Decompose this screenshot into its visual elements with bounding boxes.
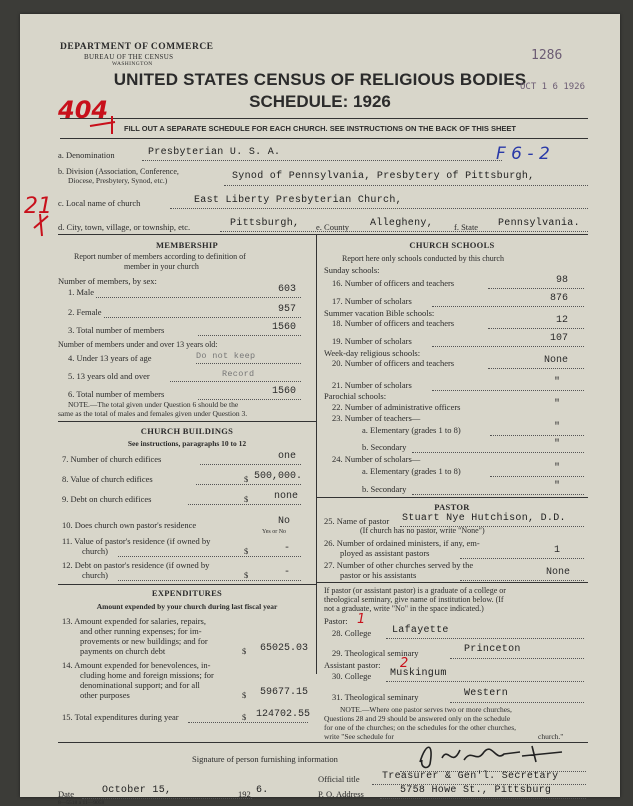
q12-dollar: $ bbox=[244, 570, 249, 580]
membership-note-b: same as the total of males and females given under Question 3. bbox=[58, 409, 248, 418]
expenditures-heading: EXPENDITURES bbox=[151, 588, 223, 598]
q20-label: 20. Number of officers and teachers bbox=[332, 358, 455, 368]
q26-value: 1 bbox=[553, 545, 560, 556]
q14-line-2: cluding home and foreign missions; for bbox=[80, 670, 214, 680]
q15-value: 124702.55 bbox=[255, 709, 310, 720]
assistant-number-mark: 2 bbox=[400, 656, 409, 671]
q31-label: 31. Theological seminary bbox=[332, 692, 419, 702]
q11-dollar: $ bbox=[244, 546, 249, 556]
form-code: 8—5518 a 11—9058 bbox=[58, 800, 105, 806]
q16-label: 16. Number of officers and teachers bbox=[332, 278, 455, 288]
division-label-2: Diocese, Presbytery, Synod, etc.) bbox=[68, 176, 168, 185]
assistant-label: Assistant pastor: bbox=[324, 660, 381, 670]
q16-value: 98 bbox=[555, 275, 568, 286]
q10-hint: Yes or No bbox=[262, 529, 287, 535]
q27-line-1: 27. Number of other churches served by the bbox=[324, 560, 474, 570]
grad-line-3: not a graduate, write "No" in the space indicated.) bbox=[324, 604, 484, 613]
q12-value: - bbox=[283, 567, 290, 578]
q14-value: 59677.15 bbox=[259, 687, 308, 698]
membership-note-a: NOTE.—The total given under Question 6 should be the bbox=[68, 400, 239, 409]
division-label: b. Division (Association, Conference, bbox=[58, 167, 179, 176]
city-value: Pittsburgh, bbox=[230, 218, 300, 229]
age-intro: Number of members under and over 13 years old: bbox=[58, 340, 218, 349]
pastor-note-2: Questions 28 and 29 should be answered only on the schedule bbox=[324, 714, 511, 723]
q9-label: 9. Debt on church edifices bbox=[62, 494, 152, 504]
q19-label: 19. Number of scholars bbox=[332, 336, 412, 346]
q11-label-2: church) bbox=[82, 546, 108, 556]
q25-note: (If church has no pastor, write "None") bbox=[360, 526, 485, 535]
year-prefix: 192 bbox=[238, 789, 251, 799]
q7-value: one bbox=[277, 451, 296, 462]
q31-value: Western bbox=[464, 688, 509, 699]
q3-label: 3. Total number of members bbox=[68, 325, 165, 335]
q17-label: 17. Number of scholars bbox=[332, 296, 412, 306]
q5-value: Record bbox=[222, 369, 255, 379]
q13-line-3: provements or new buildings; and for bbox=[80, 636, 208, 646]
official-title-label: Official title bbox=[318, 774, 360, 784]
pastor-note-4: write "See schedule for bbox=[324, 732, 394, 741]
q13-line-1: 13. Amount expended for salaries, repairs, bbox=[62, 616, 206, 626]
form-title: UNITED STATES CENSUS OF RELIGIOUS BODIES bbox=[113, 70, 527, 89]
q5-label: 5. 13 years old and over bbox=[68, 371, 150, 381]
city-label: d. City, town, village, or township, etc. bbox=[58, 222, 191, 232]
q15-label: 15. Total expenditures during year bbox=[62, 712, 179, 722]
instruction-line: FILL OUT A SEPARATE SCHEDULE FOR EACH CHURCH. SEE INSTRUCTIONS ON THE BACK OF THIS SHEET bbox=[124, 124, 516, 133]
q23-label: 23. Number of teachers— bbox=[332, 413, 421, 423]
denomination-value: Presbyterian U. S. A. bbox=[148, 147, 281, 158]
stamp-date: OCT 1 6 1926 bbox=[520, 82, 586, 92]
q30-label: 30. College bbox=[332, 671, 372, 681]
q13-line-2: and other running expenses; for im- bbox=[80, 626, 202, 636]
signature bbox=[412, 738, 592, 772]
grad-line-2: theological seminary, give name of institution below. (If bbox=[324, 595, 504, 604]
state-label: f. State bbox=[454, 222, 479, 232]
q14-line-4: other purposes bbox=[80, 690, 130, 700]
q22-value: " bbox=[553, 399, 560, 410]
q15-dollar: $ bbox=[242, 712, 247, 722]
q23a-value: " bbox=[553, 422, 560, 433]
q14-line-3: denominational support; and for all bbox=[80, 680, 200, 690]
q4-label: 4. Under 13 years of age bbox=[68, 353, 152, 363]
q23b-value: " bbox=[553, 439, 560, 450]
q2-value: 957 bbox=[277, 304, 296, 315]
city-name: WASHINGTON bbox=[112, 61, 153, 67]
q24a-label: a. Elementary (grades 1 to 8) bbox=[362, 466, 461, 476]
q8-dollar: $ bbox=[244, 474, 249, 484]
schools-sub: Report here only schools conducted by this church bbox=[342, 254, 504, 263]
q11-value: - bbox=[283, 543, 290, 554]
q7-label: 7. Number of church edifices bbox=[62, 454, 162, 464]
q14-line-1: 14. Amount expended for benevolences, in- bbox=[62, 660, 211, 670]
pastor-note-1: NOTE.—Where one pastor serves two or more churches, bbox=[340, 705, 512, 714]
signature-label: Signature of person furnishing information bbox=[192, 754, 338, 764]
membership-note-1: Report number of members according to definition of bbox=[74, 252, 246, 261]
pastor-label: Pastor: bbox=[324, 616, 348, 626]
q12-label: 12. Debt on pastor's residence (if owned by bbox=[62, 560, 210, 570]
q6-label: 6. Total number of members bbox=[68, 389, 165, 399]
q18-label: 18. Number of officers and teachers bbox=[332, 318, 455, 328]
q10-label: 10. Does church own pastor's residence bbox=[62, 520, 197, 530]
grad-line-1: If pastor (or assistant pastor) is a graduate of a college or bbox=[324, 586, 506, 595]
q20-value: None bbox=[543, 355, 568, 366]
date-value: October 15, bbox=[102, 785, 172, 796]
state-value: Pennsylvania. bbox=[498, 218, 580, 229]
q24b-value: " bbox=[553, 481, 560, 492]
by-sex-label: Number of members, by sex: bbox=[58, 276, 157, 286]
sunday-label: Sunday schools: bbox=[324, 265, 380, 275]
q24-label: 24. Number of scholars— bbox=[332, 454, 421, 464]
q29-value: Princeton bbox=[464, 644, 521, 655]
date-label: Date bbox=[58, 789, 75, 799]
membership-note-2: member in your church bbox=[124, 262, 199, 271]
q2-label: 2. Female bbox=[68, 307, 102, 317]
q24a-value: " bbox=[553, 463, 560, 474]
q13-line-4: payments on church debt bbox=[80, 646, 166, 656]
q24b-label: b. Secondary bbox=[362, 484, 407, 494]
membership-heading: MEMBERSHIP bbox=[155, 240, 219, 250]
q13-dollar: $ bbox=[242, 646, 247, 656]
q19-value: 107 bbox=[549, 333, 568, 344]
margin-mark: 21 bbox=[24, 194, 52, 219]
pastor-note-5: church." bbox=[538, 732, 564, 741]
q4-value: Do not keep bbox=[196, 351, 256, 361]
q8-value: 500,000. bbox=[253, 471, 302, 482]
q28-label: 28. College bbox=[332, 628, 372, 638]
q29-label: 29. Theological seminary bbox=[332, 648, 419, 658]
pastor-number-mark: 1 bbox=[357, 612, 366, 627]
county-label: e. County bbox=[316, 222, 350, 232]
q10-value: No bbox=[277, 516, 290, 527]
address-value: 5758 Howe St., Pittsburg bbox=[400, 785, 552, 796]
county-value: Allegheny, bbox=[370, 218, 434, 229]
parochial-label: Parochial schools: bbox=[324, 391, 387, 401]
stamp-number: 1286 bbox=[531, 48, 563, 63]
buildings-sub: See instructions, paragraphs 10 to 12 bbox=[127, 439, 247, 448]
q9-value: none bbox=[273, 491, 298, 502]
summer-label: Summer vacation Bible schools: bbox=[324, 308, 435, 318]
address-label: P. O. Address bbox=[318, 789, 364, 799]
q23b-label: b. Secondary bbox=[362, 442, 407, 452]
q11-label: 11. Value of pastor's residence (if owned by bbox=[62, 536, 211, 546]
q25-label: 25. Name of pastor bbox=[324, 516, 390, 526]
q21-value: " bbox=[553, 377, 560, 388]
q28-value: Lafayette bbox=[392, 625, 449, 636]
pastor-heading: PASTOR bbox=[434, 502, 470, 512]
buildings-heading: CHURCH BUILDINGS bbox=[140, 426, 234, 436]
schedule-title: SCHEDULE: 1926 bbox=[249, 92, 391, 111]
weekday-label: Week-day religious schools: bbox=[324, 348, 421, 358]
q3-value: 1560 bbox=[271, 322, 296, 333]
denomination-label: a. Denomination bbox=[58, 150, 115, 160]
q8-label: 8. Value of church edifices bbox=[62, 474, 153, 484]
year-digit: 6. bbox=[256, 785, 269, 796]
q27-value: None bbox=[545, 567, 570, 578]
census-form bbox=[20, 14, 620, 806]
blue-code: F 6 - 2 bbox=[496, 144, 550, 164]
q27-line-2: pastor or his assistants bbox=[340, 570, 417, 580]
q12-label-2: church) bbox=[82, 570, 108, 580]
q1-value: 603 bbox=[277, 284, 296, 295]
q21-label: 21. Number of scholars bbox=[332, 380, 412, 390]
q18-value: 12 bbox=[555, 315, 568, 326]
local-name-value: East Liberty Presbyterian Church, bbox=[194, 195, 402, 206]
schools-heading: CHURCH SCHOOLS bbox=[409, 240, 495, 250]
q13-value: 65025.03 bbox=[259, 643, 308, 654]
q6-value: 1560 bbox=[271, 386, 296, 397]
q26-line-1: 26. Number of ordained ministers, if any, em- bbox=[324, 538, 480, 548]
red-file-number: 404 bbox=[58, 96, 109, 124]
local-name-label: c. Local name of church bbox=[58, 198, 141, 208]
q1-label: 1. Male bbox=[68, 287, 94, 297]
q26-line-2: ployed as assistant pastors bbox=[340, 548, 430, 558]
official-title-value: Treasurer & Gen'l. Secretary bbox=[382, 771, 559, 782]
q25-value: Stuart Nye Hutchison, D.D. bbox=[402, 513, 566, 524]
division-value: Synod of Pennsylvania, Presbytery of Pittsburgh, bbox=[232, 171, 535, 182]
pastor-note-3: for one of the churches; on the schedules for the other churches, bbox=[324, 723, 517, 732]
expenditures-sub: Amount expended by your church during last fiscal year bbox=[96, 602, 278, 611]
q17-value: 876 bbox=[549, 293, 568, 304]
q9-dollar: $ bbox=[244, 494, 249, 504]
bureau-name: BUREAU OF THE CENSUS bbox=[84, 53, 174, 61]
q23a-label: a. Elementary (grades 1 to 8) bbox=[362, 425, 461, 435]
q14-dollar: $ bbox=[242, 690, 247, 700]
department-name: DEPARTMENT OF COMMERCE bbox=[60, 42, 214, 52]
q22-label: 22. Number of administrative officers bbox=[332, 402, 461, 412]
q30-value: Muskingum bbox=[390, 668, 447, 679]
